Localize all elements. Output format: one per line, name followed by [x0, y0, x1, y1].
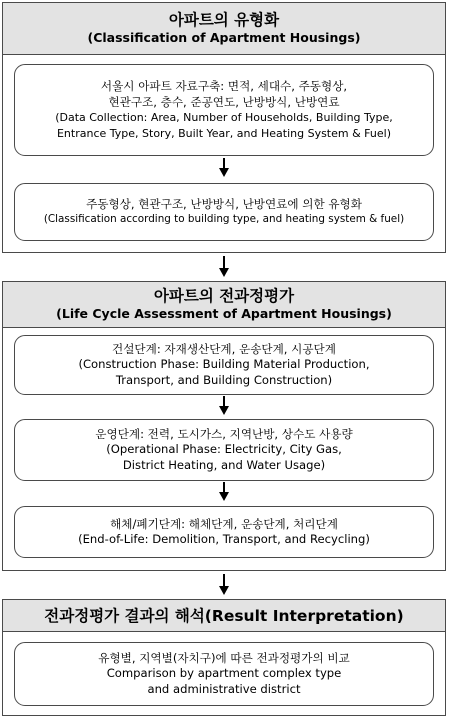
arrow-down-icon: [218, 574, 230, 596]
step-line: 해체/폐기단계: 해체단계, 운송단계, 처리단계: [110, 516, 338, 531]
step-line: 운영단계: 전력, 도시가스, 지역난방, 상수도 사용량: [95, 426, 353, 441]
arrow-down-icon: [218, 158, 230, 178]
step-line: Comparison by apartment complex type: [106, 666, 342, 681]
step-line: 현관구조, 층수, 준공연도, 난방방식, 난방연료: [108, 94, 340, 109]
section-title: 전과정평가 결과의 해석(Result Interpretation): [44, 606, 404, 625]
step-line: 서울시 아파트 자료구축: 면적, 세대수, 주동형상,: [100, 79, 348, 93]
section-classification: [2, 2, 446, 253]
step-line: 주동형상, 현관구조, 난방방식, 난방연료에 의한 유형화: [86, 196, 362, 211]
step-box-comparison: [14, 642, 434, 706]
step-line: 유형별, 지역별(자치구)에 따른 전과정평가의 비교: [98, 650, 350, 665]
step-line: (Operational Phase: Electricity, City Gas,: [106, 442, 342, 457]
step-line: (End-of-Life: Demolition, Transport, and Recycling): [78, 532, 370, 546]
step-line: (Data Collection: Area, Number of Households, Building Type,: [55, 111, 393, 124]
section-title-ko: 아파트의 전과정평가: [153, 287, 295, 305]
section-title-en: (Life Cycle Assessment of Apartment Housings): [56, 306, 392, 321]
section-header: [3, 282, 445, 328]
step-line: (Classification according to building type, and heating system & fuel): [43, 213, 405, 225]
step-line: (Construction Phase: Building Material Production,: [78, 357, 370, 372]
step-line: District Heating, and Water Usage): [122, 457, 326, 472]
arrow-down-icon: [218, 482, 230, 502]
arrow-down-icon: [218, 256, 230, 278]
step-box-operation: [14, 419, 434, 481]
step-box-classification: [14, 183, 434, 241]
step-box-data-collection: [14, 64, 434, 156]
section-title-en: (Classification of Apartment Housings): [87, 30, 361, 45]
step-line: Transport, and Building Construction): [115, 372, 333, 387]
step-line: and administrative district: [147, 681, 301, 696]
section-header: [3, 600, 445, 632]
step-box-construction: [14, 335, 434, 395]
section-interpretation: [2, 599, 446, 716]
section-lca: [2, 281, 446, 571]
arrow-down-icon: [218, 396, 230, 416]
section-title-ko: 아파트의 유형화: [168, 11, 280, 29]
section-header: [3, 3, 445, 55]
step-box-end-of-life: [14, 506, 434, 558]
step-line: Entrance Type, Story, Built Year, and Heating System & Fuel): [56, 126, 391, 140]
step-line: 건설단계: 자재생산단계, 운송단계, 시공단계: [112, 341, 336, 356]
